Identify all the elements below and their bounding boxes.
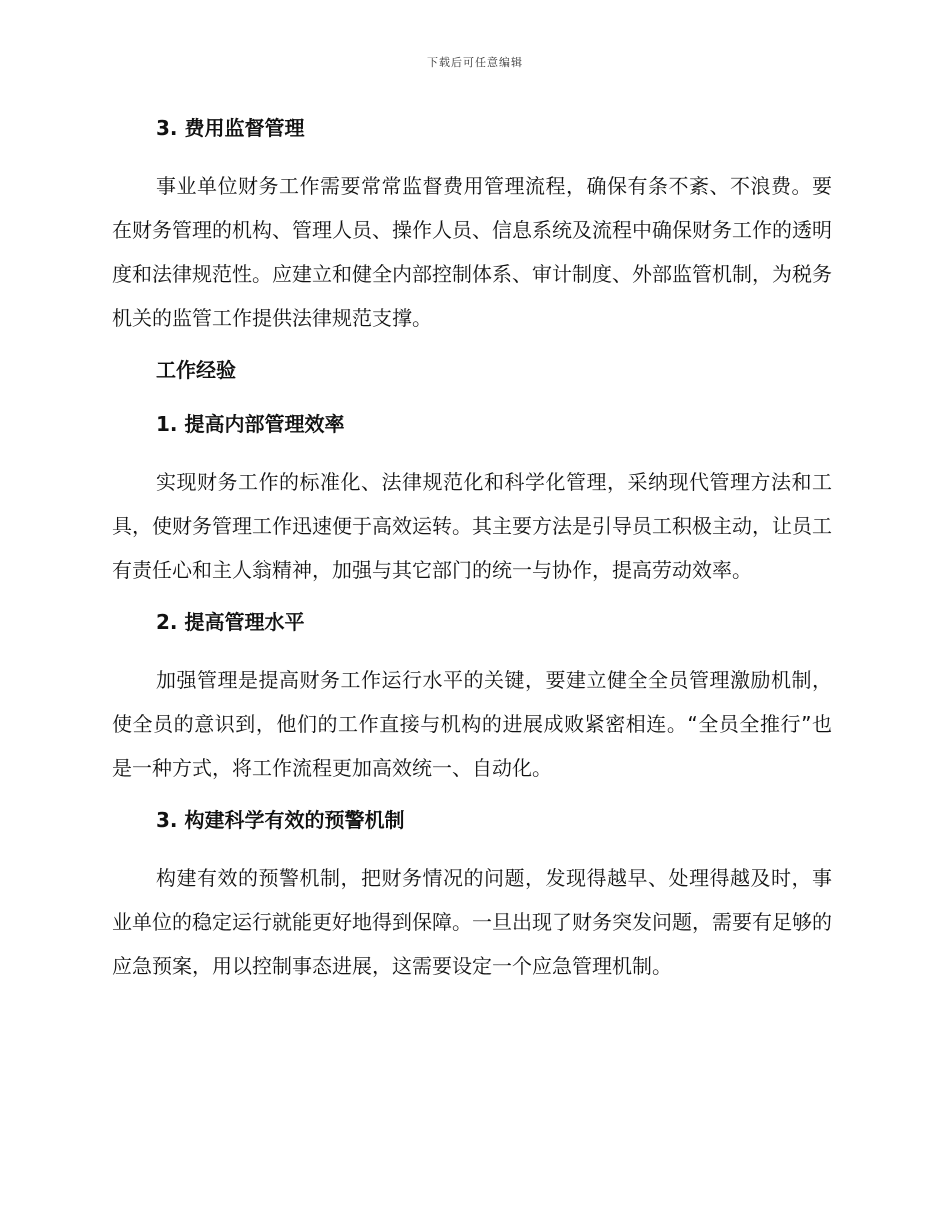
section-heading: 2. 提高管理水平	[156, 610, 305, 634]
section-heading: 1. 提高内部管理效率	[156, 412, 345, 436]
document-body	[112, 110, 832, 1002]
section-paragraph: 加强管理是提高财务工作运行水平的关键，要建立健全全员管理激励机制，使全员的意识到，他们的工作直接与机构的进展成败紧密相连。“全员全推行”也是一种方式，将工作流程更加高效统一、自动化。	[112, 668, 832, 780]
section-paragraph: 实现财务工作的标准化、法律规范化和科学化管理，采纳现代管理方法和工具，使财务管理工作迅速便于高效运转。其主要方法是引导员工积极主动，让员工有责任心和主人翁精神，加强与其它部门的统一与协作，提高劳动效率。	[112, 470, 832, 582]
section-heading: 3. 构建科学有效的预警机制	[156, 808, 405, 832]
header-note: 下载后可任意编辑	[427, 56, 523, 69]
section-work-experience	[112, 352, 832, 388]
section-internal-efficiency	[112, 406, 832, 592]
section-paragraph: 事业单位财务工作需要常常监督费用管理流程，确保有条不紊、不浪费。要在财务管理的机构、管理人员、操作人员、信息系统及流程中确保财务工作的透明度和法律规范性。应建立和健全内部控制体系、审计制度、外部监管机制，为税务机关的监管工作提供法律规范支撑。	[112, 174, 832, 330]
section-paragraph: 构建有效的预警机制，把财务情况的问题，发现得越早、处理得越及时，事业单位的稳定运行就能更好地得到保障。一旦出现了财务突发问题，需要有足够的应急预案，用以控制事态进展，这需要设定一个应急管理机制。	[112, 866, 832, 978]
section-heading: 3. 费用监督管理	[156, 116, 305, 140]
section-management-level	[112, 604, 832, 790]
section-expense-supervision	[112, 110, 832, 340]
section-heading: 工作经验	[156, 358, 236, 382]
section-early-warning	[112, 802, 832, 988]
